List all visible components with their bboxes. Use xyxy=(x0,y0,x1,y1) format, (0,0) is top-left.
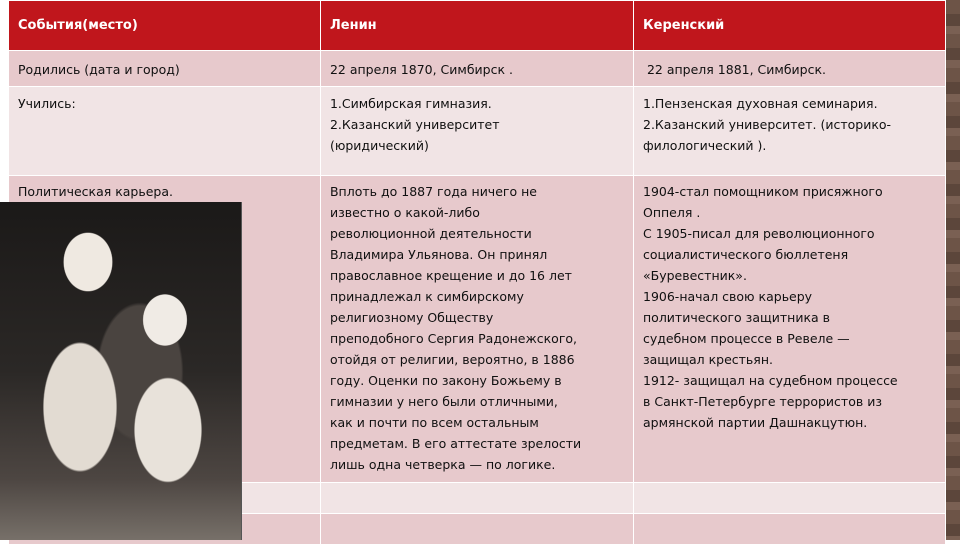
cell-kerensky: 1.Пензенская духовная семинария. 2.Казанский университет. (историко- филологический ). xyxy=(634,87,946,176)
cell-event: Родились (дата и город) xyxy=(9,51,321,87)
cell-kerensky: 1904-стал помощником присяжного Оппеля . С 1905-писал для революционного социалистического бюллетеня «Буревестник». 1906-начал свою карьеру политического защитника в судебном процессе в Ревеле — защищал крестьян. 1912- защищал на судебном процессе в Санкт-Петербурге террористов из армянской партии Дашнакцутюн. xyxy=(634,176,946,483)
cell-lenin: 22 апреля 1870, Симбирск . xyxy=(320,51,633,87)
cell-lenin: 1.Симбирская гимназия. 2.Казанский университет (юридический) xyxy=(320,87,633,176)
header-lenin: Ленин xyxy=(320,1,633,51)
header-kerensky: Керенский xyxy=(634,1,946,51)
header-events: События(место) xyxy=(9,1,321,51)
cell-event: Политическая карьера. xyxy=(9,176,321,483)
cell-event: Учились: xyxy=(9,87,321,176)
table-row xyxy=(9,51,946,87)
table-row xyxy=(9,87,946,176)
cell-kerensky xyxy=(634,483,946,514)
children-photo xyxy=(0,202,242,540)
cell-lenin: Вплоть до 1887 года ничего не известно о какой-либо революционной деятельности Владимира Ульянова. Он принял православное крещение и до 16 лет принадлежал к симбирскому религиозному Обществу преподобного Сергия Радонежского, отойдя от религии, вероятно, в 1886 году. Оценки по закону Божьему в гимназии у него были отличными, как и почти по всем остальным предметам. В его аттестате зрелости лишь одна четверка — по логике. xyxy=(320,176,633,483)
cell-lenin xyxy=(320,483,633,514)
wood-texture-border xyxy=(946,0,960,540)
cell-kerensky: 22 апреля 1881, Симбирск. xyxy=(634,51,946,87)
table-header-row xyxy=(9,1,946,51)
